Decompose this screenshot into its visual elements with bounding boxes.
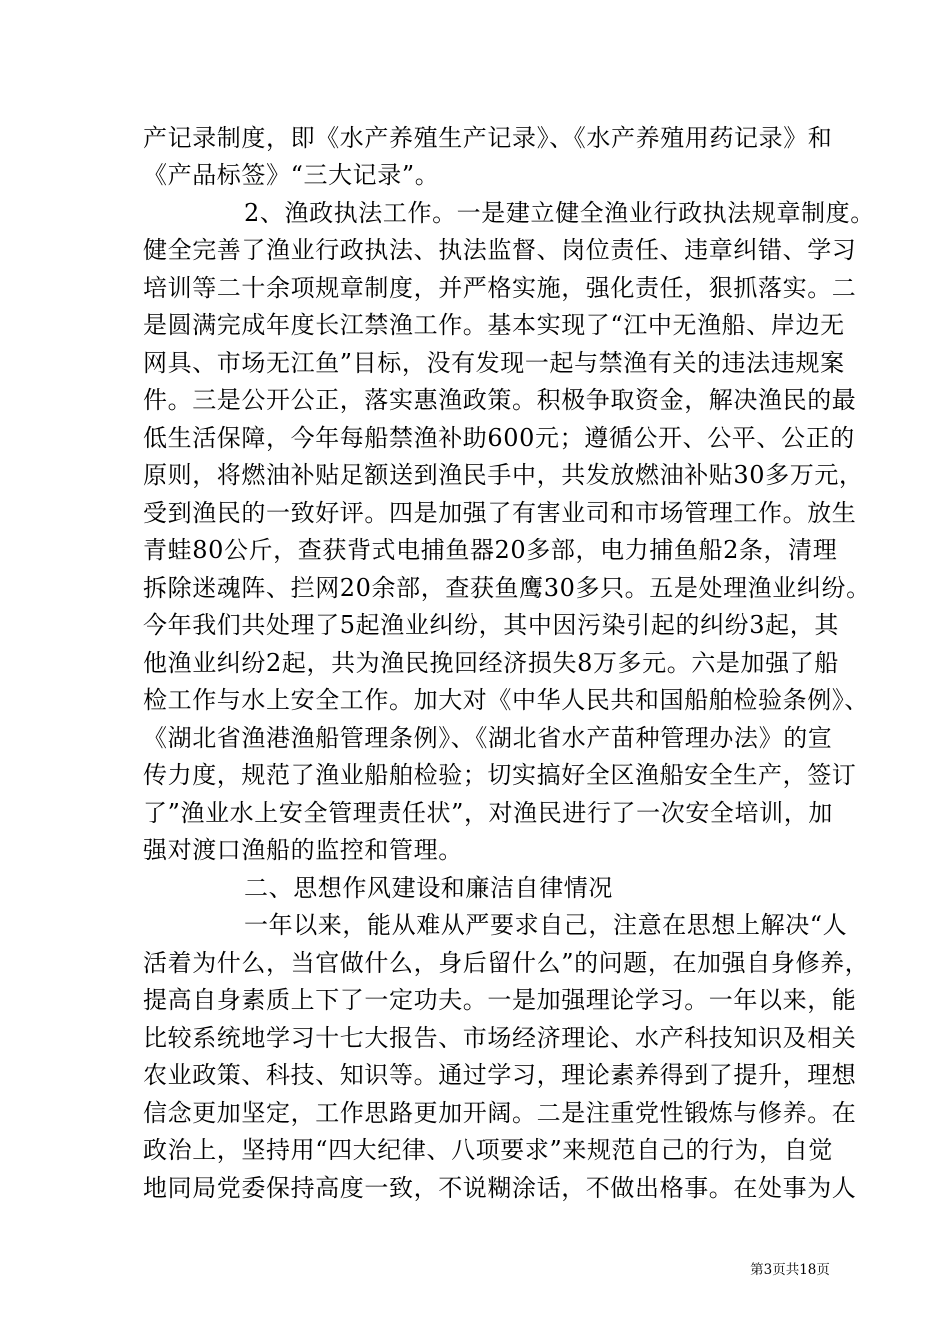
text-line: 原则，将燃油补贴足额送到渔民手中，共发放燃油补贴30多万元， (143, 461, 864, 489)
text-line: 活着为什么，当官做什么，身后留什么”的问题，在加强自身修养， (143, 949, 870, 977)
text-line: 健全完善了渔业行政执法、执法监督、岗位责任、违章纠错、学习 (143, 236, 857, 264)
text-line: 提高自身素质上下了一定功夫。一是加强理论学习。一年以来，能 (143, 986, 857, 1014)
text-line: 比较系统地学习十七大报告、市场经济理论、水产科技知识及相关 (143, 1024, 857, 1052)
text-line: 一年以来，能从难从严要求自己，注意在思想上解决“人 (244, 911, 848, 939)
text-line: 产记录制度，即《水产养殖生产记录》、《水产养殖用药记录》和 (143, 124, 833, 152)
text-line: 了”渔业水上安全管理责任状”，对渔民进行了一次安全培训，加 (143, 799, 833, 827)
text-line: 2、渔政执法工作。一是建立健全渔业行政执法规章制度。 (244, 199, 875, 227)
text-line: 强对渡口渔船的监控和管理。 (143, 836, 463, 864)
text-line: 政治上，坚持用“四大纪律、八项要求”来规范自己的行为，自觉 (143, 1136, 833, 1164)
text-line: 传力度，规范了渔业船舶检验；切实搞好全区渔船安全生产，签订 (143, 761, 857, 789)
text-line: 低生活保障，今年每船禁渔补助600元；遵循公开、公平、公正的 (143, 424, 855, 452)
text-line: 信念更加坚定，工作思路更加开阔。二是注重党性锻炼与修养。在 (143, 1099, 857, 1127)
page-number: 第3页共18页 (750, 1262, 830, 1278)
section-heading: 二、思想作风建设和廉洁自律情况 (244, 874, 613, 902)
text-line: 青蛙80公斤，查获背式电捕鱼器20多部，电力捕鱼船2条，清理 (143, 536, 838, 564)
text-line: 地同局党委保持高度一致，不说糊涂话，不做出格事。在处事为人 (143, 1174, 857, 1202)
text-line: 件。三是公开公正，落实惠渔政策。积极争取资金，解决渔民的最 (143, 386, 857, 414)
text-line: 农业政策、科技、知识等。通过学习，理论素养得到了提升，理想 (143, 1061, 857, 1089)
text-line: 他渔业纠纷2起，共为渔民挽回经济损失8万多元。六是加强了船 (143, 649, 839, 677)
text-line: 检工作与水上安全工作。加大对《中华人民共和国船舶检验条例》、 (143, 686, 869, 714)
text-line: 培训等二十余项规章制度，并严格实施，强化责任，狠抓落实。二 (143, 274, 857, 302)
text-line: 今年我们共处理了5起渔业纠纷，其中因污染引起的纠纷3起，其 (143, 611, 839, 639)
text-line: 网具、市场无江鱼”目标，没有发现一起与禁渔有关的违法违规案 (143, 349, 845, 377)
text-line: 拆除迷魂阵、拦网20余部，查获鱼鹰30多只。五是处理渔业纠纷。 (143, 574, 871, 602)
text-line: 《产品标签》“三大记录”。 (143, 161, 440, 189)
text-line: 《湖北省渔港渔船管理条例》、《湖北省水产苗种管理办法》的宣 (143, 724, 833, 752)
text-line: 是圆满完成年度长江禁渔工作。基本实现了“江中无渔船、岸边无 (143, 311, 845, 339)
text-line: 受到渔民的一致好评。四是加强了有害业司和市场管理工作。放生 (143, 499, 857, 527)
